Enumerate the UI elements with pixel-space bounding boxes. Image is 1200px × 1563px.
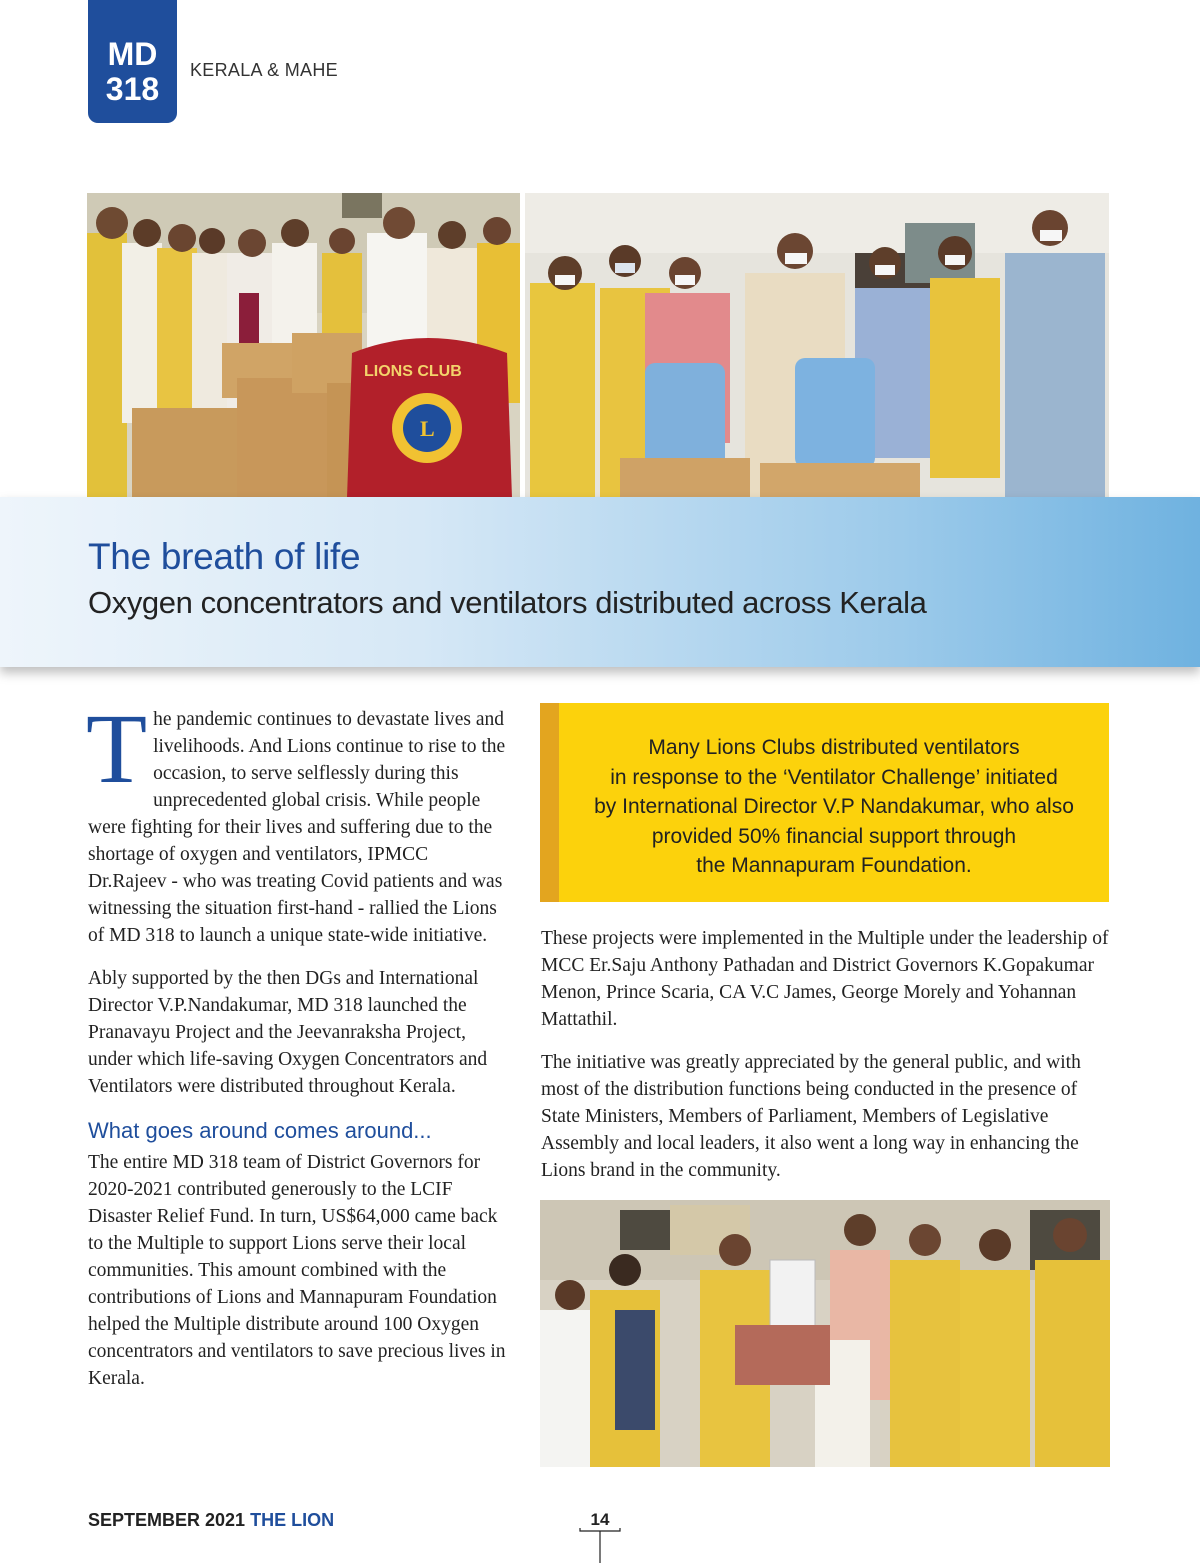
pull-quote-line: in response to the ‘Ventilator Challenge’ initiated xyxy=(610,765,1058,789)
leadership-paragraph: These projects were implemented in the Multiple under the leadership of MCC Er.Saju Anthony Pathadan and District Governors K.Gopakumar Menon, Prince Scaria, CA V.C James, George Morely and Yohannan Mattathil. xyxy=(541,928,1109,1030)
intro-paragraph xyxy=(86,693,510,949)
drop-cap: T xyxy=(86,693,148,804)
section-label: KERALA & MAHE xyxy=(190,60,338,80)
appreciation-paragraph: The initiative was greatly appreciated by the general public, and with most of the distribution functions being conducted in the presence of State Ministers, Members of Parliament, Members of Legislative Assembly and local leaders, it also went a long way in enhancing the Lions brand in the community. xyxy=(541,1052,1081,1181)
article-title: The breath of life xyxy=(88,536,361,577)
photo-boxes-handover xyxy=(87,193,520,498)
footer-magazine: THE LION xyxy=(250,1510,335,1530)
intro-text: he pandemic continues to devastate lives and livelihoods. And Lions continue to rise to the occasion, to serve selflessly during this unprecedented global crisis. While people were fighting for their lives and suffering due to the shortage of oxygen and ventilators, IPMCC Dr.Rajeev - who was treating Covid patients and was witnessing the situation first-hand - rallied the Lions of MD 318 to launch a unique state-wide initiative. xyxy=(88,709,506,946)
tab-md: MD xyxy=(107,36,158,72)
section-subhead: What goes around comes around... xyxy=(88,1118,432,1143)
project-paragraph: Ably supported by the then DGs and International Director V.P.Nandakumar, MD 318 launched the Pranavayu Project and the Jeevanraksha Project, under which life-saving Oxygen Concentrators and Ventilators were distributed throughout Kerala. xyxy=(88,968,488,1097)
banner-text: LIONS CLUB xyxy=(364,363,462,380)
article-subtitle: Oxygen concentrators and ventilators distributed across Kerala xyxy=(88,585,927,620)
pull-quote-box xyxy=(540,703,1109,902)
fund-paragraph: The entire MD 318 team of District Governors for 2020-2021 contributed generously to the LCIF Disaster Relief Fund. In turn, US$64,000 came back to the Multiple to support Lions serve their local communities. This amount combined with the contributions of Lions and Mannapuram Foundation helped the Multiple distribute around 100 Oxygen concentrators and ventilators to save precious lives in Kerala. xyxy=(88,1152,506,1389)
tab-number: 318 xyxy=(105,71,160,107)
page-number: 14 xyxy=(590,1510,610,1529)
headline-banner xyxy=(0,497,1200,667)
page-marker-icon xyxy=(578,1527,622,1563)
district-tab xyxy=(88,0,177,123)
footer-date: SEPTEMBER 2021 xyxy=(88,1510,246,1530)
svg-text:L: L xyxy=(420,416,435,441)
pull-quote-line: Many Lions Clubs distributed ventilators xyxy=(648,736,1020,759)
right-column xyxy=(541,925,1109,1184)
footer-issue xyxy=(88,1510,334,1531)
pull-quote-line: by International Director V.P Nandakumar, who also xyxy=(594,795,1074,818)
photo-concentrator-handover xyxy=(540,1200,1110,1467)
pull-quote-line: provided 50% financial support through xyxy=(651,824,1017,848)
pull-quote-line: the Mannapuram Foundation. xyxy=(696,854,972,877)
left-column xyxy=(86,693,510,1392)
photo-oxygen-concentrators xyxy=(525,193,1109,498)
pull-quote-text xyxy=(559,733,1109,881)
